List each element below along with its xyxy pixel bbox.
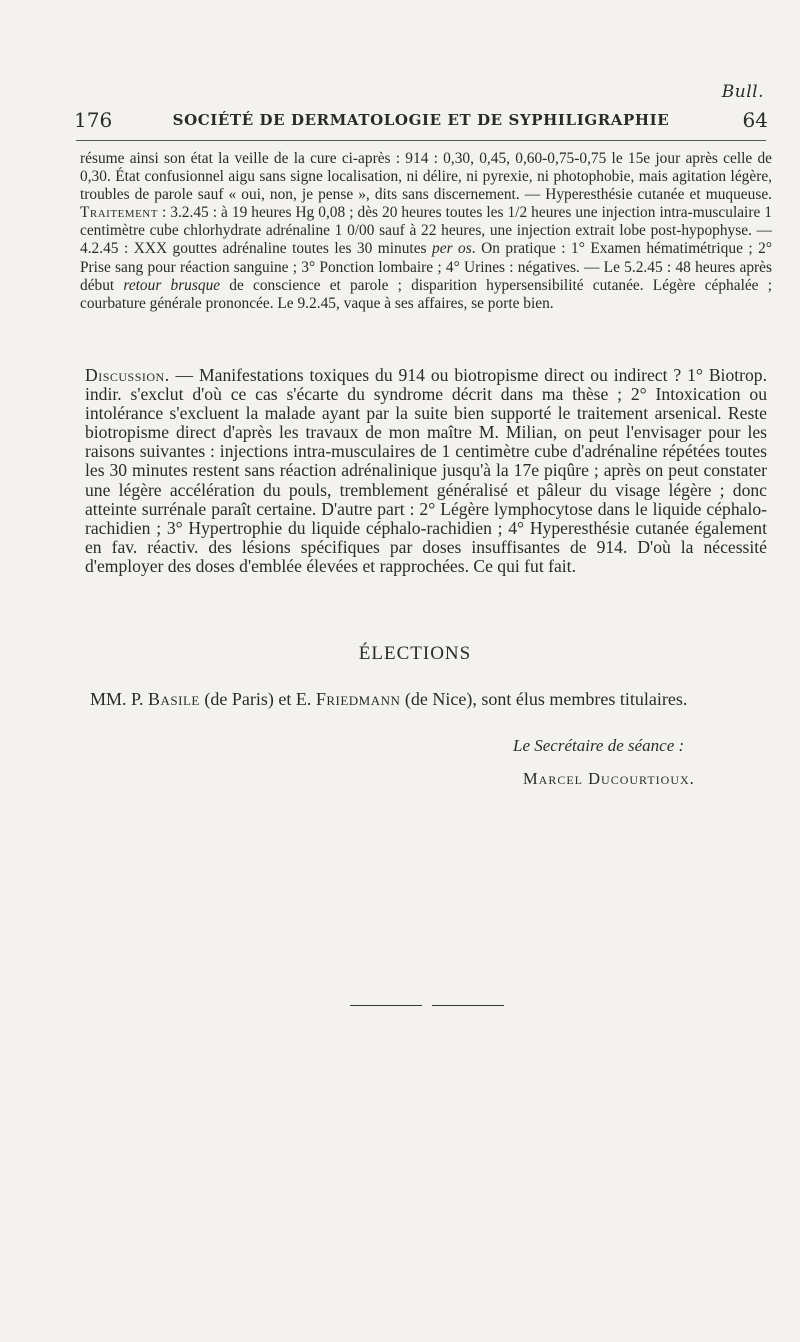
member-name-2: Friedmann	[315, 689, 401, 709]
signature-name: Marcel Ducourtioux.	[523, 769, 695, 788]
per-os: per os	[432, 240, 472, 258]
discussion-paragraph	[85, 366, 767, 576]
signature-role: Le Secrétaire de séance :	[513, 736, 685, 755]
volume-number: 64	[742, 108, 768, 132]
header-rule	[76, 140, 766, 141]
case-paragraph	[80, 150, 772, 313]
case-text-3: . On pratique : 1° Examen hématimétrique ; 2° Prise sang pour réaction sanguine ; 3° Ponction lombaire ; 4° Urines : négatives. — Le 5.2.45 : 48 heures après début	[80, 240, 772, 294]
case-report	[80, 150, 772, 313]
case-text-1: résume ainsi son état la veille de la cure ci-après : 914 : 0,30, 0,45, 0,60-0,75-0,75 le 15e jour après celle de 0,30. État confusionnel aigu sans signe localisation, ni délire, ni pyrexie, ni photophobie, mais agitation légère, troubles de parole sauf « oui, non, je pense », dits sans discernement. — Hyperesthésie cutanée et muqueuse.	[80, 150, 772, 204]
running-header	[74, 108, 768, 134]
end-rule-left	[350, 1005, 422, 1006]
discussion-label: Discussion.	[85, 365, 170, 385]
discussion	[85, 366, 767, 576]
case-text-2: : 3.2.45 : à 19 heures Hg 0,08 ; dès 20 heures toutes les 1/2 heures une injection intra-musculaire 1 centimètre cube chlorhydrate adrénaline 1 0/00 sauf à 22 heures, une injection extrait lobe post-hypophyse. — 4.2.45 : XXX gouttes adrénaline toutes les 30 minutes	[80, 204, 772, 258]
end-rule-right	[432, 1005, 504, 1006]
discussion-text: — Manifestations toxiques du 914 ou biotropisme direct ou indirect ? 1° Biotrop. indir. s'exclut d'où ce cas s'écarte du syndrome décrit dans ma thèse ; 2° Intoxication ou intolérance s'excluent la malade ayant par la suite bien supporté le traitement arsenical. Reste biotropisme direct d'après les travaux de mon maître M. Milian, on peut l'envisager pour les raisons suivantes : injections intra-musculaires de 1 centimètre cube d'adrénaline répétées toutes les 30 minutes restent sans réaction adrénalinique jusqu'à la 17e piqûre ; après on peut constater une légère accélération du pouls, tremblement généralisé et pâleur du visage légère ; donc atteinte surrénale paraît certaine. D'autre part : 2° Légère lymphocytose dans le liquide céphalo-rachidien ; 3° Hypertrophie du liquide céphalo-rachidien ; 4° Hyperesthésie cutanée également en fav. réactiv. des lésions spécifiques par doses insuffisantes de 914. D'où la nécessité d'employer des doses d'emblée élevées et rapprochées. Ce qui fut fait.	[85, 365, 767, 576]
case-text-4: de conscience et parole ; disparition hypersensibilité cutanée. Légère céphalée ; courbature générale prononcée. Le 9.2.45, vaque à ses affaires, se porte bien.	[80, 276, 772, 312]
member-name-1: Basile	[148, 689, 200, 709]
elections-mm: MM. P.	[90, 689, 149, 709]
corner-note: Bull.	[721, 82, 764, 102]
traitement-label: Traitement	[80, 204, 158, 222]
running-title: SOCIÉTÉ DE DERMATOLOGIE ET DE SYPHILIGRAPHIE	[172, 111, 670, 129]
retour-brusque: retour brusque	[123, 276, 221, 294]
page-number: 176	[74, 108, 113, 132]
elections-place-1: (de Paris) et E.	[199, 689, 316, 709]
elections-rest: (de Nice), sont élus membres titulaires.	[400, 689, 688, 709]
elections-title: ÉLECTIONS	[358, 643, 472, 664]
elections-text	[90, 689, 780, 710]
